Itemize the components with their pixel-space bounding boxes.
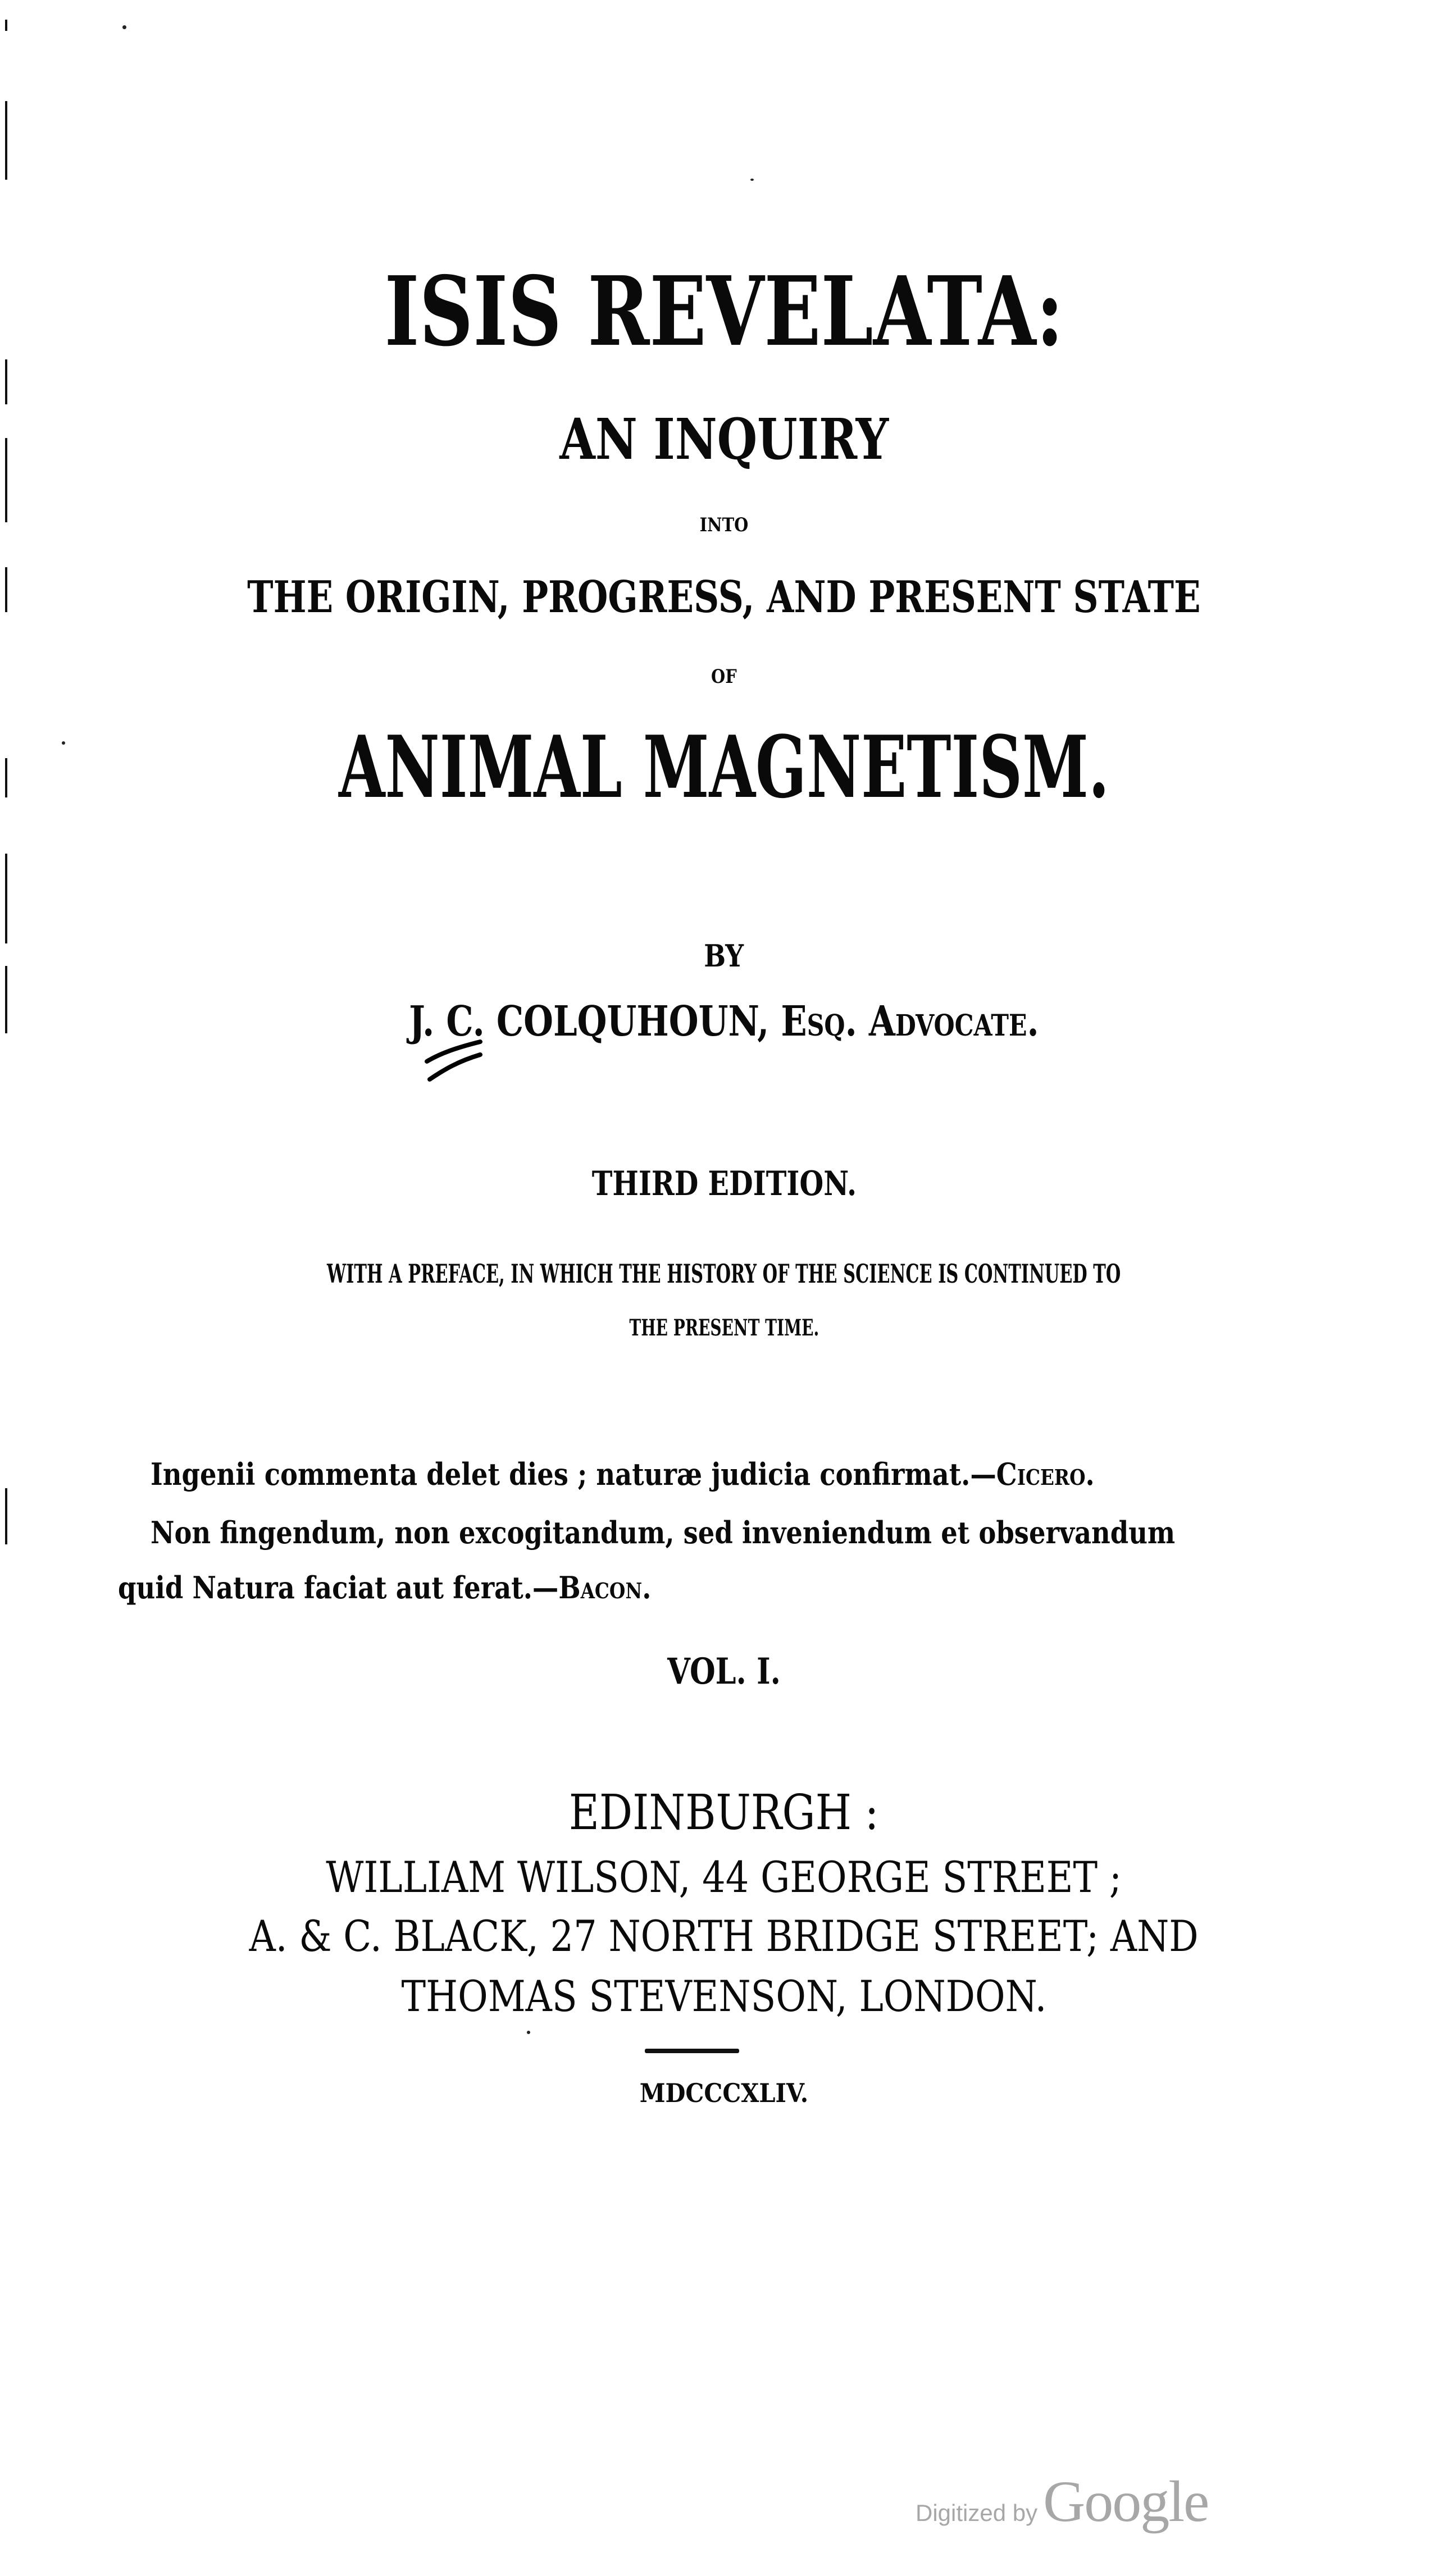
- of-text: OF: [711, 665, 737, 688]
- preface-note-line-1-text: WITH A PREFACE, IN WHICH THE HISTORY OF THE SCIENCE IS CONTINUED TO: [327, 1259, 1121, 1289]
- epigraph-cicero-text: [151, 1456, 1095, 1492]
- epigraph-cicero-attribution: Cicero.: [996, 1456, 1095, 1492]
- scan-edge-artifact: [5, 20, 7, 31]
- epigraph-bacon-line-2-text: [118, 1570, 652, 1606]
- digitized-by-google-watermark: [916, 2468, 1208, 2535]
- speck: [527, 2031, 530, 2034]
- edition-text: THIRD EDITION.: [591, 1164, 857, 1203]
- publisher-line-1: [0, 1852, 1448, 1902]
- subject-line: [0, 572, 1448, 623]
- divider-rule: [645, 2049, 739, 2053]
- preface-note-line-2-text: THE PRESENT TIME.: [629, 1315, 819, 1341]
- watermark-prefix: Digitized by: [916, 2500, 1038, 2526]
- title-main: [0, 256, 1448, 368]
- scan-edge-artifact: [5, 1488, 7, 1544]
- publisher-line-2: [0, 1911, 1448, 1961]
- subtitle: [0, 406, 1448, 472]
- scan-edge-artifact: [5, 101, 7, 180]
- speck: [122, 25, 126, 29]
- of-label: [0, 667, 1448, 686]
- publisher-line-3-text: THOMAS STEVENSON, LONDON.: [401, 1971, 1047, 2021]
- publisher-line-3: [0, 1971, 1448, 2021]
- preface-note-line-2: [0, 1317, 1448, 1339]
- imprint-city: [0, 1785, 1448, 1841]
- author-name: J. C. COLQUHOUN,: [409, 997, 769, 1046]
- speck: [750, 179, 754, 181]
- author-suffix: Esq. Advocate.: [781, 997, 1039, 1046]
- epigraph-bacon-line-2: [118, 1570, 738, 1606]
- preface-note-line-1: [0, 1261, 1448, 1287]
- subtitle-text: AN INQUIRY: [559, 406, 889, 472]
- author-line: [0, 997, 1448, 1046]
- subject-title-text: ANIMAL MAGNETISM.: [339, 717, 1109, 817]
- handwritten-mark: [424, 1039, 486, 1084]
- by-text: BY: [704, 938, 744, 974]
- epigraph-bacon-line-1: [151, 1515, 1342, 1551]
- publisher-line-2-text: A. & C. BLACK, 27 NORTH BRIDGE STREET; AND: [249, 1911, 1199, 1961]
- author-line-text: [409, 997, 1039, 1046]
- into-label: [0, 516, 1448, 535]
- publisher-line-1-text: WILLIAM WILSON, 44 GEORGE STREET ;: [326, 1852, 1122, 1902]
- google-logo: Google: [1043, 2469, 1209, 2534]
- epigraph-bacon-quote: quid Natura faciat aut ferat.—: [118, 1570, 559, 1606]
- into-text: INTO: [699, 514, 749, 536]
- scan-edge-artifact: [5, 359, 7, 404]
- epigraph-bacon-line-1-text: Non fingendum, non excogitandum, sed inveniendum et observandum: [151, 1515, 1176, 1551]
- title-main-text: ISIS REVELATA:: [384, 256, 1064, 368]
- volume-text: VOL. I.: [667, 1651, 781, 1693]
- by-label: [0, 938, 1448, 974]
- imprint-year-text: MDCCCXLIV.: [639, 2078, 809, 2108]
- edition: [0, 1164, 1448, 1203]
- epigraph-cicero: [151, 1456, 1248, 1492]
- subject-title: [0, 717, 1448, 817]
- scan-edge-artifact: [5, 854, 7, 943]
- imprint-city-text: EDINBURGH :: [569, 1785, 879, 1841]
- volume: [0, 1651, 1448, 1693]
- epigraph-cicero-quote: Ingenii commenta delet dies ; naturæ judicia confirmat.—: [151, 1456, 996, 1492]
- subject-line-text: THE ORIGIN, PROGRESS, AND PRESENT STATE: [247, 572, 1201, 623]
- epigraph-bacon-attribution: Bacon.: [558, 1570, 652, 1606]
- imprint-year: [0, 2080, 1448, 2106]
